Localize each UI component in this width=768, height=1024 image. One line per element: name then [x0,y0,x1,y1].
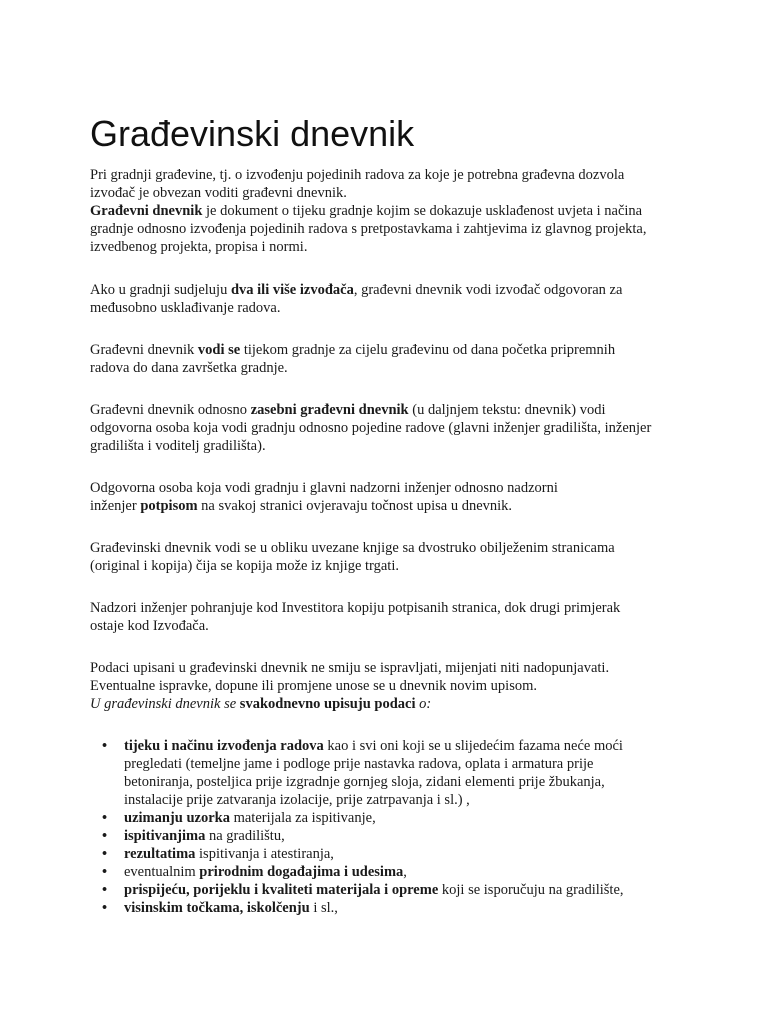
paragraph-corrections [90,659,690,713]
text-line [90,695,690,713]
text-line: Odgovorna osoba koja vodi gradnju i glavni nadzorni inženjer odnosno nadzorni [90,480,558,496]
paragraph-multiple-contractors [90,281,690,317]
text-line: gradilišta i voditelj gradilišta). [90,438,266,454]
list-item [90,899,690,917]
text-line: izvođač je obvezan voditi građevni dnevnik. [90,185,347,201]
text-line [90,497,690,515]
bullet-marker: • [102,810,108,826]
text-line [124,827,690,845]
list-item [90,845,690,863]
list-item [90,827,690,845]
page-title: Građevinski dnevnik [90,113,415,154]
text-line [90,281,690,299]
text-line: Podaci upisani u građevinski dnevnik ne smiju se ispravljati, mijenjati niti nadopunjavati. [90,660,610,676]
bold-term: prirodnim događajima i udesima [199,864,404,880]
text-span: , [403,864,407,880]
list-item [90,737,690,809]
text-line: (original i kopija) čija se kopija može iz knjige trgati. [90,558,399,574]
text-span: koji se isporučuju na gradilište, [438,882,624,898]
paragraph-duration [90,341,690,377]
text-span: Građevni dnevnik [90,342,198,358]
paragraph-signature [90,479,690,515]
text-line [90,341,690,359]
text-line: ostaje kod Izvođača. [90,618,209,634]
text-line: izvedbenog projekta, propisa i normi. [90,239,308,255]
text-span: na svakoj stranici ovjeravaju točnost upisa u dnevnik. [197,498,513,514]
bold-term: dva ili više izvođača [230,282,354,298]
text-span: je dokument o tijeku gradnje kojim se dokazuje usklađenost uvjeta i načina [202,203,643,219]
list-item [90,809,690,827]
text-line: Nadzori inženjer pohranjuje kod Investitora kopiju potpisanih stranica, dok drugi primjerak [90,600,621,616]
bold-term: zasebni građevni dnevnik [250,402,409,418]
text-span: Ako u gradnji sudjeluju [90,282,231,298]
text-line: radova do dana završetka gradnje. [90,360,288,376]
text-line [90,202,690,220]
bullet-marker: • [102,828,108,844]
bullet-marker: • [102,864,108,880]
text-line [124,899,690,917]
bold-term: visinskim točkama, iskolčenju [124,900,310,916]
text-line [124,845,690,863]
text-line: instalacije prije zatvaranja izolacije, prije zatrpavanja i sl.) , [124,792,470,808]
text-line: Pri gradnji građevine, tj. o izvođenju pojedinih radova za koje je potrebna građevna dozvola [90,167,625,183]
text-line: betoniranja, posteljica prije izgradnje gornjeg sloja, zidani elementi prije žbukanja, [124,774,605,790]
bold-term: Građevni dnevnik [90,203,203,219]
text-line: gradnje odnosno izvođenja pojedinih radova s pretpostavkama i zahtjevima iz glavnog projekta, [90,221,647,237]
list-item [90,881,690,899]
text-span: Građevni dnevnik odnosno [90,402,251,418]
paragraph-book-format [90,539,690,575]
paragraph-responsible-person [90,401,690,455]
text-span: tijekom gradnje za cijelu građevinu od dana početka pripremnih [240,342,616,358]
list-item [90,863,690,881]
daily-entries-list [90,737,690,917]
text-line: međusobno usklađivanje radova. [90,300,281,316]
bold-term: prispijeću, porijeklu i kvaliteti materijala i opreme [124,882,439,898]
bullet-marker: • [102,738,108,754]
bullet-marker: • [102,882,108,898]
text-line [124,863,690,881]
bold-term: rezultatima [124,846,196,862]
text-span: o: [415,696,432,712]
text-span: U građevinski dnevnik se [90,696,240,712]
text-span: (u daljnjem tekstu: dnevnik) vodi [408,402,606,418]
bold-term: tijeku i načinu izvođenja radova [124,738,324,754]
text-span: materijala za ispitivanje, [229,810,376,826]
text-line [124,881,690,899]
bullet-marker: • [102,900,108,916]
text-line: pregledati (temeljne jame i podloge prije nastavka radova, oplata i armatura prije [124,756,594,772]
text-span: na gradilištu, [205,828,285,844]
text-line [124,809,690,827]
text-line: odgovorna osoba koja vodi gradnju odnosno pojedine radove (glavni inženjer gradilišta, inženjer [90,420,652,436]
text-line [90,401,690,419]
text-span: ispitivanja i atestiranja, [195,846,334,862]
text-line [124,737,690,755]
paragraph-intro [90,166,690,256]
bold-term: svakodnevno upisuju podaci [239,696,416,712]
text-line: Eventualne ispravke, dopune ili promjene unose se u dnevnik novim upisom. [90,678,538,694]
bold-term: ispitivanjima [124,828,206,844]
bold-term: uzimanju uzorka [124,810,230,826]
bullet-marker: • [102,846,108,862]
paragraph-copy-storage [90,599,690,635]
text-span: , građevni dnevnik vodi izvođač odgovoran za [353,282,623,298]
text-line: Građevinski dnevnik vodi se u obliku uvezane knjige sa dvostruko obilježenim stranicama [90,540,615,556]
bold-term: potpisom [140,498,198,514]
text-span: kao i svi oni koji se u slijedećim fazama neće moći [323,738,623,754]
bold-term: vodi se [197,342,241,358]
text-span: i sl., [309,900,338,916]
text-span: inženjer [90,498,141,514]
text-span: eventualnim [124,864,200,880]
